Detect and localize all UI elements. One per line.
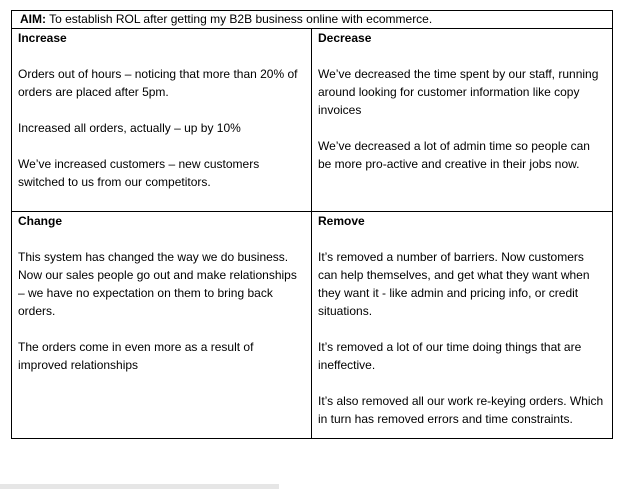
increase-cell [12, 29, 312, 212]
remove-heading: Remove [318, 214, 365, 228]
change-cell [12, 212, 312, 439]
decrease-cell [312, 29, 613, 212]
change-paragraph: The orders come in even more as a result of improved relationships [18, 340, 254, 372]
remove-paragraph: It’s removed a number of barriers. Now customers can help themselves, and get what they want when they want it - like admin and pricing info, or credit situations. [318, 250, 590, 318]
top-row [12, 29, 613, 212]
increase-paragraph: Orders out of hours – noticing that more than 20% of orders are placed after 5pm. [18, 67, 298, 99]
remove-paragraph: It’s removed a lot of our time doing things that are ineffective. [318, 340, 582, 372]
bottom-scroll-strip [0, 484, 279, 489]
decrease-heading: Decrease [318, 31, 372, 45]
change-paragraph: This system has changed the way we do business. Now our sales people go out and make relationships – we have no expectation on them to bring back orders. [18, 250, 297, 318]
increase-heading: Increase [18, 31, 67, 45]
decrease-paragraph: We’ve decreased the time spent by our staff, running around looking for customer information like copy invoices [318, 67, 599, 117]
aim-label: AIM: [20, 12, 46, 26]
remove-cell [312, 212, 613, 439]
remove-paragraph: It’s also removed all our work re-keying orders. Which in turn has removed errors and time constraints. [318, 394, 604, 426]
bottom-row [12, 212, 613, 439]
increase-paragraph: Increased all orders, actually – up by 10% [18, 121, 241, 135]
aim-cell [12, 11, 613, 29]
aim-text: To establish ROL after getting my B2B business online with ecommerce. [49, 12, 433, 26]
decrease-paragraph: We’ve decreased a lot of admin time so people can be more pro-active and creative in their jobs now. [318, 139, 590, 171]
aim-row [12, 11, 613, 29]
increase-paragraph: We’ve increased customers – new customers switched to us from our competitors. [18, 157, 260, 189]
roi-table [11, 10, 613, 439]
change-heading: Change [18, 214, 63, 228]
